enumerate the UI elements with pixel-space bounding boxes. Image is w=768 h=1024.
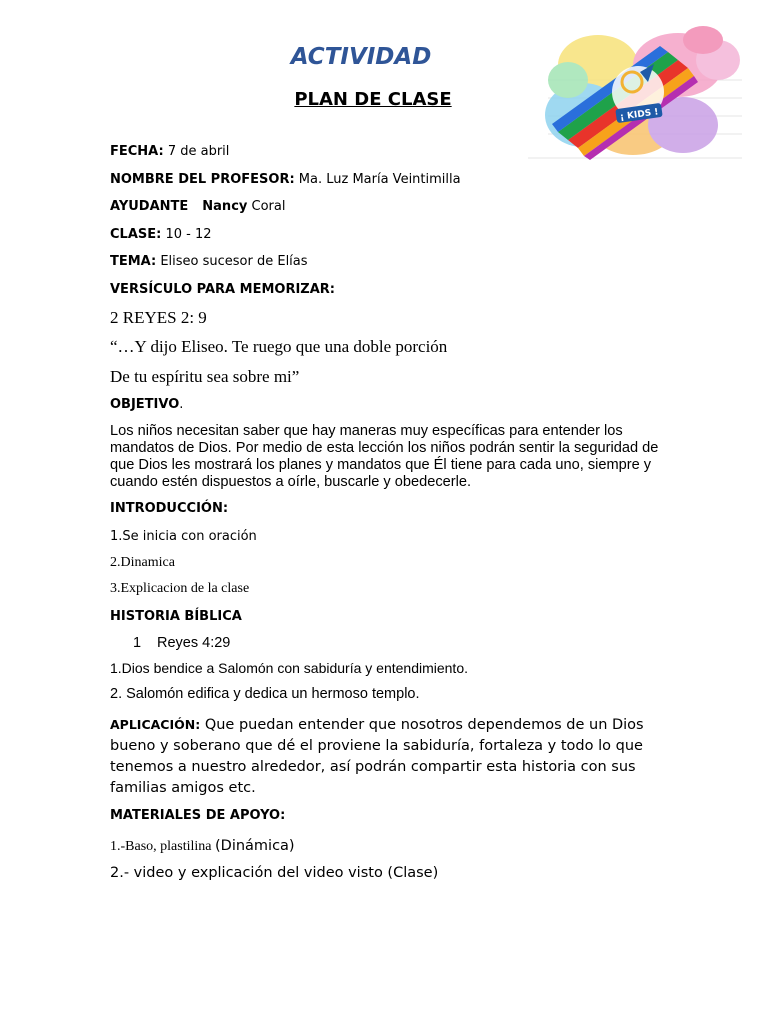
clase-value: 10 - 12 — [161, 227, 212, 242]
profesor-value: Ma. Luz María Veintimilla — [294, 172, 461, 187]
verse-line-2: De tu espíritu sea sobre mi” — [110, 367, 300, 386]
historia-ref-number: 1 — [133, 635, 142, 651]
aplicacion-label: APLICACIÓN: — [110, 717, 201, 732]
objetivo-label: OBJETIVO — [110, 397, 180, 412]
materiales-item-1-note: (Dinámica) — [215, 838, 295, 854]
ayudante-label: AYUDANTE — [110, 199, 189, 214]
historia-ref: Reyes 4:29 — [157, 635, 231, 651]
introduccion-heading — [110, 501, 228, 516]
tema-label: TEMA: — [110, 254, 157, 269]
fecha-label: FECHA: — [110, 144, 164, 159]
historia-item-2: 2. Salomón edifica y dedica un hermoso templo. — [110, 686, 420, 702]
historia-heading — [110, 609, 242, 624]
tema-value: Eliseo sucesor de Elías — [156, 254, 308, 269]
introduccion-label: INTRODUCCIÓN: — [110, 501, 229, 516]
objetivo-label-suffix: . — [179, 397, 184, 412]
historia-label: HISTORIA BÍBLICA — [110, 609, 242, 624]
ayudante-row — [110, 199, 285, 214]
fecha-value: 7 de abril — [163, 144, 230, 159]
versiculo-row — [110, 282, 335, 297]
introduccion-item-1: 1.Se inicia con oración — [110, 529, 257, 544]
introduccion-item-3: 3.Explicacion de la clase — [110, 581, 250, 596]
materiales-item-2: 2.- video y explicación del video visto (Clase) — [110, 865, 439, 881]
materiales-item-1 — [110, 835, 295, 855]
versiculo-label: VERSÍCULO PARA MEMORIZAR: — [110, 282, 335, 297]
aplicacion-paragraph — [110, 714, 670, 799]
materiales-label: MATERIALES DE APOYO: — [110, 808, 286, 823]
profesor-row — [110, 172, 461, 187]
tema-row — [110, 254, 308, 269]
introduccion-item-2: 2.Dinamica — [110, 555, 175, 570]
materiales-heading — [110, 808, 285, 823]
clase-label: CLASE: — [110, 227, 162, 242]
ayudante-name-rest: Coral — [247, 199, 286, 214]
aplicacion-text: Que puedan entender que nosotros dependemos de un Dios bueno y soberano que dé el proviene la sabiduría, fortaleza y todo lo que tenemos a nuestro alrededor, así podrán compartir esta historia con sus familias amigos etc. — [110, 717, 644, 796]
historia-item-1: 1.Dios bendice a Salomón con sabiduría y entendimiento. — [110, 660, 468, 676]
logo-kids-text: ¡ KIDS ! — [619, 107, 660, 123]
objetivo-text: Los niños necesitan saber que hay maneras muy específicas para entender los mandatos de Dios. Por medio de esta lección los niños podrán sentir la seguridad de que Dios les mostrará los planes y mandatos que Él tiene para cada uno, siempre y cuando estén dispuestos a oírle, buscarle y obedecerle. — [110, 423, 659, 490]
page-title: ACTIVIDAD — [290, 44, 432, 70]
objetivo-heading — [110, 397, 183, 412]
ayudante-name-bold: Nancy — [202, 199, 248, 214]
clase-row — [110, 227, 212, 242]
materiales-item-1-text: 1.-Baso, plastilina — [110, 839, 215, 854]
verse-reference: 2 REYES 2: 9 — [110, 308, 207, 327]
profesor-label: NOMBRE DEL PROFESOR: — [110, 172, 295, 187]
page-subtitle: PLAN DE CLASE — [294, 89, 452, 110]
verse-line-1: “…Y dijo Eliseo. Te ruego que una doble porción — [110, 337, 448, 356]
fecha-row — [110, 144, 229, 159]
